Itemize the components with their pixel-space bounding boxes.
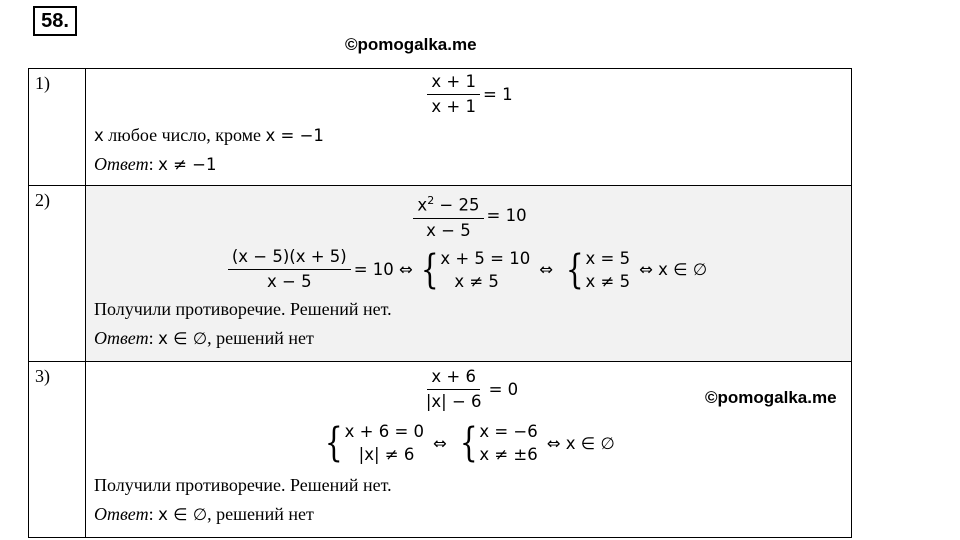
- fraction: [422, 366, 486, 413]
- equation-rhs: = 1: [483, 85, 513, 104]
- fraction: [413, 190, 483, 242]
- brace: {: [565, 246, 584, 293]
- result: ⇔ x ∈ ∅: [546, 433, 615, 453]
- row-index: 1): [29, 69, 86, 186]
- row-body: [86, 186, 852, 362]
- answer-line: [94, 328, 314, 349]
- brace: {: [459, 420, 478, 466]
- fraction: [427, 71, 480, 118]
- answer-colon: :: [148, 504, 159, 524]
- system-line: x + 6 = 0: [344, 422, 425, 441]
- note-variable: x: [94, 126, 104, 145]
- equivalence-symbol: ⇔: [433, 433, 447, 453]
- answer-label: Ответ: [94, 328, 149, 348]
- watermark-bottom: ©pomogalka.me: [705, 388, 837, 407]
- denominator: x − 5: [426, 220, 471, 240]
- answer-line: [94, 504, 314, 525]
- numerator: x + 6: [427, 366, 480, 390]
- note-text: любое число, кроме: [103, 125, 266, 145]
- equivalence-chain: [86, 420, 851, 466]
- problem-number: 58.: [33, 6, 77, 36]
- system: [456, 420, 538, 466]
- equation: [86, 190, 851, 242]
- answer-expression: x ∈ ∅: [158, 505, 208, 524]
- numerator: $x^2 - 25$: [413, 190, 483, 219]
- answer-colon: :: [148, 154, 159, 174]
- system: [321, 420, 424, 466]
- equation-rhs: = 10 ⇔: [353, 260, 413, 279]
- system-line: |x| ≠ 6: [358, 445, 415, 464]
- watermark-top: ©pomogalka.me: [345, 35, 477, 54]
- domain-note: [94, 125, 324, 146]
- row-index: 3): [29, 362, 86, 538]
- equation-rhs: = 10: [486, 206, 527, 226]
- answer-label: Ответ: [94, 504, 149, 524]
- system-line: x ≠ ±6: [479, 445, 538, 464]
- system: [562, 247, 630, 293]
- solution-row-2: [29, 186, 852, 362]
- row-index: 2): [29, 186, 86, 362]
- system-line: x = −6: [479, 422, 538, 441]
- answer-colon: :: [148, 328, 159, 348]
- equation: [86, 71, 851, 118]
- solution-table: [28, 68, 852, 538]
- denominator: |x| − 6: [425, 392, 482, 411]
- system-line: x ≠ 5: [454, 271, 499, 291]
- solution-row-1: [29, 69, 852, 186]
- equivalence-chain: [86, 246, 851, 293]
- conclusion: Получили противоречие. Решений нет.: [94, 475, 392, 495]
- system-line: x + 5 = 10: [440, 248, 531, 268]
- system-line: x ≠ 5: [585, 271, 631, 291]
- fraction: [228, 246, 351, 293]
- denominator: x + 1: [431, 97, 476, 116]
- numerator: x + 1: [427, 71, 480, 95]
- equivalence-symbol: ⇔: [539, 260, 554, 279]
- answer-line: [94, 154, 216, 175]
- brace: {: [325, 420, 343, 466]
- answer-expression: x ∈ ∅: [158, 329, 208, 348]
- system-line: x = 5: [585, 248, 631, 268]
- answer-suffix: , решений нет: [207, 504, 314, 524]
- denominator: x − 5: [266, 272, 312, 291]
- equation-rhs: = 0: [488, 380, 519, 399]
- note-expression: x = −1: [265, 126, 324, 145]
- conclusion: Получили противоречие. Решений нет.: [94, 299, 392, 319]
- brace: {: [420, 246, 439, 293]
- answer-suffix: , решений нет: [207, 328, 314, 348]
- answer-expression: x ≠ −1: [158, 155, 217, 174]
- row-body: [86, 69, 852, 186]
- answer-label: Ответ: [94, 154, 149, 174]
- numerator: (x − 5)(x + 5): [228, 246, 351, 270]
- system: [417, 247, 530, 293]
- result: ⇔ x ∈ ∅: [639, 260, 708, 279]
